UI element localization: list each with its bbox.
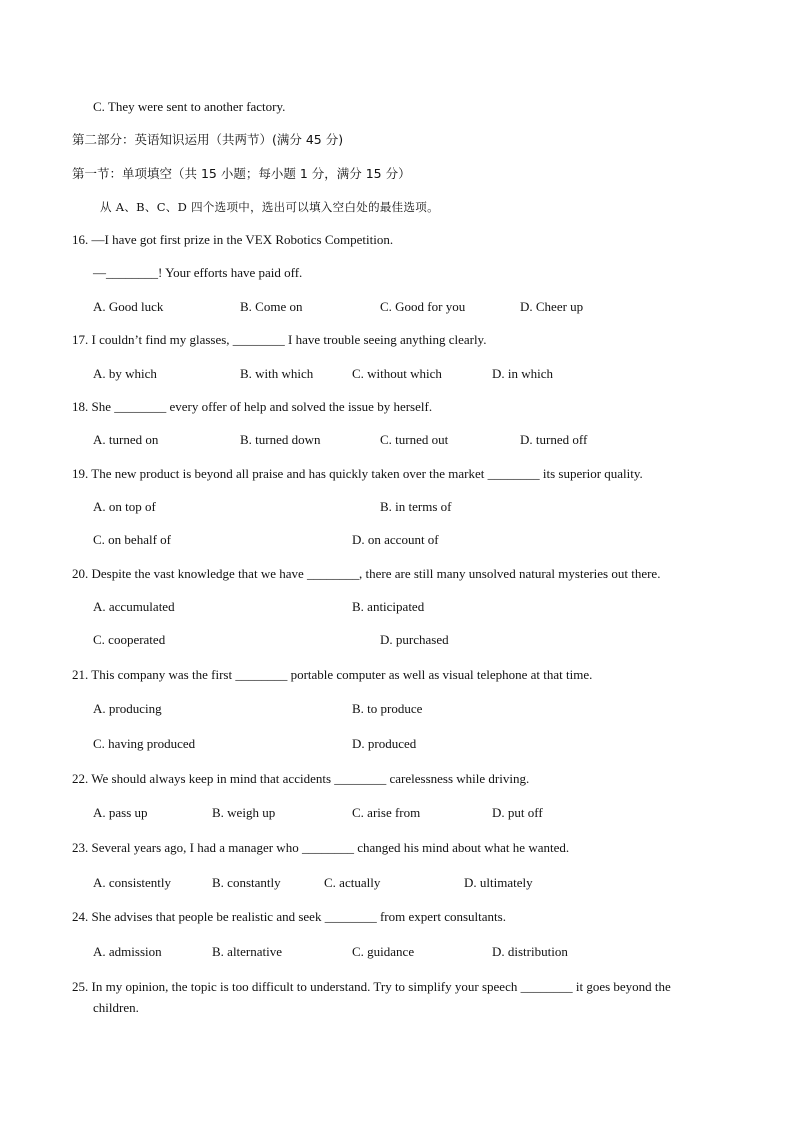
option-d: D. ultimately bbox=[464, 875, 533, 890]
option-c: C. guidance bbox=[352, 944, 415, 959]
option-b: B. turned down bbox=[240, 432, 321, 447]
question-stem: 22. We should always keep in mind that accidents ________ carelessness while driving. bbox=[72, 771, 530, 786]
option-b: B. Come on bbox=[240, 299, 303, 314]
option-d: D. produced bbox=[352, 736, 417, 751]
option-d: D. in which bbox=[492, 366, 554, 381]
part-two-title: 第二部分：英语知识运用（共两节）(满分 45 分) bbox=[72, 132, 344, 147]
question-stem: 25. In my opinion, the topic is too difficult to understand. Try to simplify your speech ________ it goes beyond the bbox=[72, 979, 671, 994]
option-a: A. accumulated bbox=[93, 599, 175, 614]
question-stem: 19. The new product is beyond all praise and has quickly taken over the market ________ its superior quality. bbox=[72, 466, 643, 481]
option-c: C. having produced bbox=[93, 736, 196, 751]
option-a: A. producing bbox=[93, 701, 162, 716]
option-c: C. actually bbox=[324, 875, 381, 890]
option-d: D. distribution bbox=[492, 944, 568, 959]
question-stem: 21. This company was the first ________ portable computer as well as visual telephone at that time. bbox=[72, 667, 593, 682]
question-stem: 24. She advises that people be realistic and seek ________ from expert consultants. bbox=[72, 909, 506, 924]
option-b: B. in terms of bbox=[380, 499, 452, 514]
option-c: C. without which bbox=[352, 366, 442, 381]
option-c: C. Good for you bbox=[380, 299, 466, 314]
option-c: C. arise from bbox=[352, 805, 421, 820]
option-a: A. turned on bbox=[93, 432, 159, 447]
option-c: C. cooperated bbox=[93, 632, 166, 647]
option-d: D. on account of bbox=[352, 532, 439, 547]
option-d: D. turned off bbox=[520, 432, 588, 447]
option-b: B. constantly bbox=[212, 875, 281, 890]
option-a: A. Good luck bbox=[93, 299, 164, 314]
option-a: A. consistently bbox=[93, 875, 171, 890]
question-stem: 16. —I have got first prize in the VEX Robotics Competition. bbox=[72, 232, 394, 247]
option-c: C. on behalf of bbox=[93, 532, 171, 547]
option-b: B. to produce bbox=[352, 701, 423, 716]
question-stem-continued: children. bbox=[93, 1000, 139, 1015]
option-a: A. by which bbox=[93, 366, 157, 381]
carry-over-option: C. They were sent to another factory. bbox=[93, 99, 286, 114]
question-stem: 20. Despite the vast knowledge that we have ________, there are still many unsolved natural mysteries out there. bbox=[72, 566, 661, 581]
option-b: B. with which bbox=[240, 366, 314, 381]
option-b: B. weigh up bbox=[212, 805, 276, 820]
option-a: A. pass up bbox=[93, 805, 148, 820]
section-instruction: 从 A、B、C、D 四个选项中，选出可以填入空白处的最佳选项。 bbox=[100, 200, 439, 214]
section-one-title: 第一节：单项填空（共 15 小题；每小题 1 分，满分 15 分） bbox=[72, 166, 411, 181]
option-a: A. admission bbox=[93, 944, 162, 959]
question-stem: 23. Several years ago, I had a manager who ________ changed his mind about what he wanted. bbox=[72, 840, 570, 855]
option-b: B. anticipated bbox=[352, 599, 425, 614]
question-stem: 18. She ________ every offer of help and solved the issue by herself. bbox=[72, 399, 433, 414]
question-stem-continued: —________! Your efforts have paid off. bbox=[93, 265, 303, 280]
option-d: D. purchased bbox=[380, 632, 449, 647]
question-stem: 17. I couldn’t find my glasses, ________ I have trouble seeing anything clearly. bbox=[72, 332, 487, 347]
option-c: C. turned out bbox=[380, 432, 449, 447]
option-a: A. on top of bbox=[93, 499, 156, 514]
option-d: D. Cheer up bbox=[520, 299, 584, 314]
option-d: D. put off bbox=[492, 805, 543, 820]
option-b: B. alternative bbox=[212, 944, 283, 959]
